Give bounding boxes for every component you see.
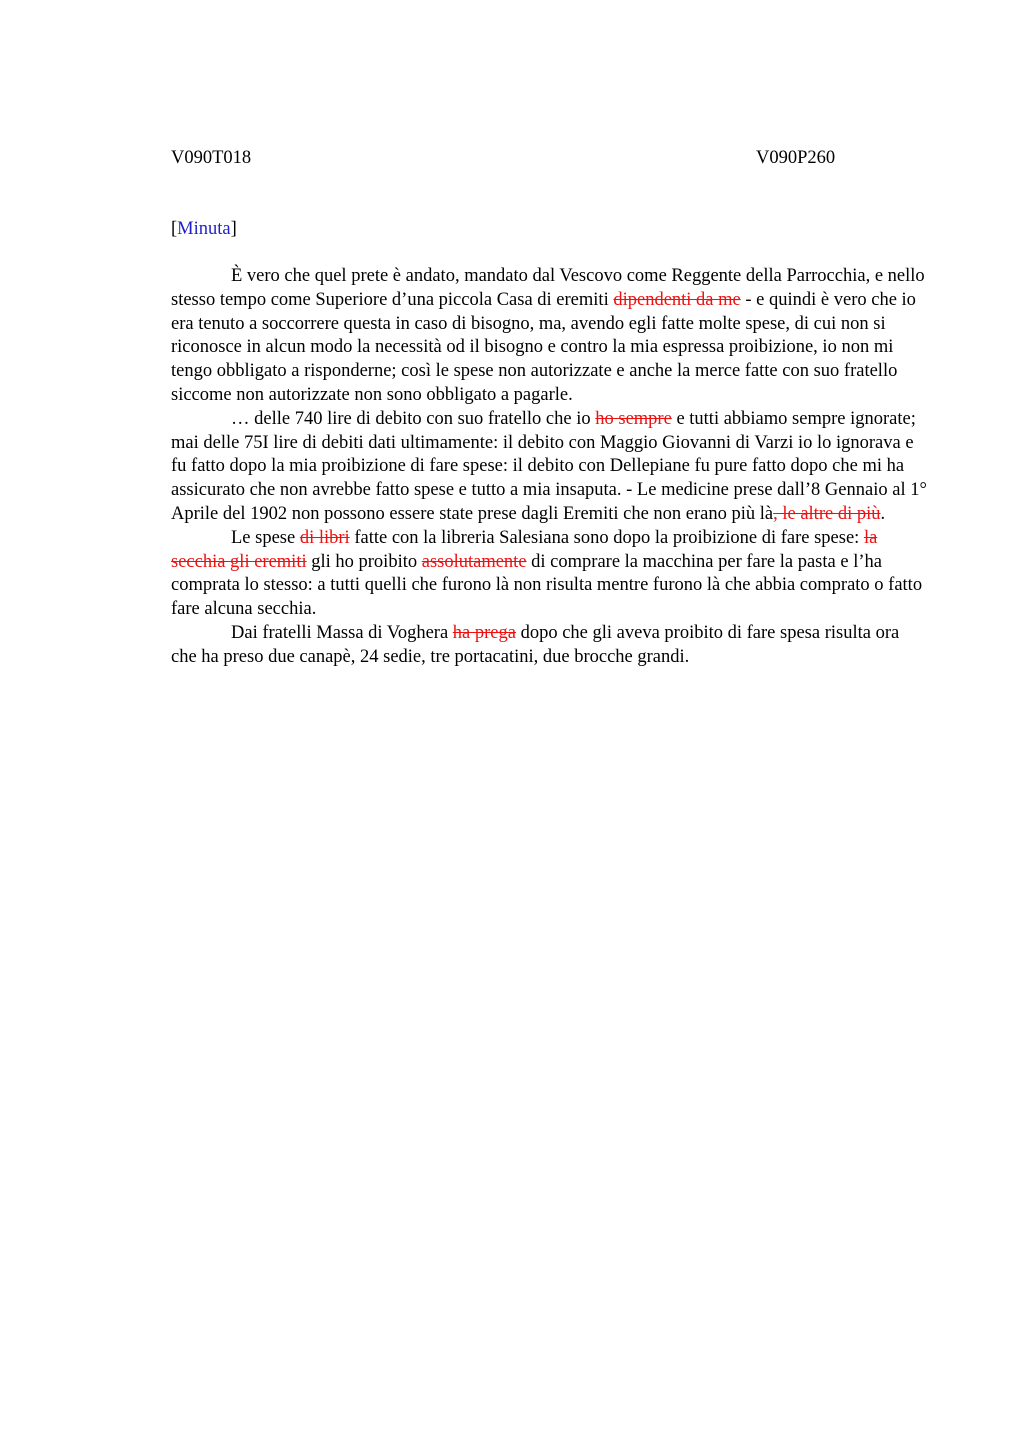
deleted-text-segment: , le altre di più bbox=[773, 503, 881, 524]
text-segment: È vero che quel prete è andato, mandato dal Vescovo come Reggente della Parrocchia, e nello stesso tempo come Superiore d’una piccola Casa di eremiti bbox=[171, 266, 925, 310]
text-segment: fatte con la libreria Salesiana sono dopo la proibizione di fare spese: bbox=[349, 527, 864, 548]
deleted-text-segment: dipendenti da me bbox=[613, 289, 741, 310]
text-segment: e tutti abbiamo sempre ignorate; mai delle 75I lire di debiti dati ultimamente: il debito con Maggio Giovanni di Varzi io lo ignorava e fu fatto dopo la mia proibizione di fare spese: il debito con Dellepiane fu pure fatto dopo che mi ha assicurato che non avrebbe fatto spese e tutto a mia insaputa. - Le medicine prese dall’8 Gennaio al 1° Aprile del 1902 non possono essere state prese dagli Eremiti che non erano più là bbox=[171, 408, 927, 524]
paragraph bbox=[171, 622, 927, 670]
label-close-bracket: ] bbox=[230, 219, 237, 239]
text-segment: … delle 740 lire di debito con suo fratello che io bbox=[231, 408, 596, 429]
deleted-text-segment: ho sempre bbox=[595, 408, 672, 429]
text-segment: Le spese bbox=[231, 527, 300, 548]
text-segment: - e quindi è vero che io era tenuto a soccorrere questa in caso di bisogno, ma, avendo egli fatte molte spese, di cui non si riconosce in alcun modo la necessità od il bisogno e contro la mia espressa proibizione, io non mi tengo obbligato a risponderne; così le spese non autorizzate e anche la merce fatte con suo fratello siccome non autorizzate non sono obbligato a pagarle. bbox=[171, 289, 916, 405]
text-segment: Dai fratelli Massa di Voghera bbox=[231, 622, 453, 643]
text-segment: . bbox=[880, 503, 886, 524]
document-type-label bbox=[171, 218, 237, 240]
deleted-text-segment: di libri bbox=[299, 527, 350, 548]
paragraph bbox=[171, 408, 927, 527]
document-code-right: V090P260 bbox=[756, 148, 836, 168]
text-segment: gli ho proibito bbox=[306, 551, 422, 572]
label-word: Minuta bbox=[177, 219, 231, 239]
deleted-text-segment: assolutamente bbox=[421, 551, 527, 572]
text-segment: di comprare la macchina per fare la pasta e l’ha comprata lo stesso: a tutti quelli che furono là non risulta mentre furono là che abbia comprato o fatto fare alcuna secchia. bbox=[171, 551, 923, 620]
deleted-text-segment: ha prega bbox=[452, 622, 516, 643]
document-code-left: V090T018 bbox=[171, 148, 252, 168]
label-open-bracket: [ bbox=[171, 219, 178, 239]
deleted-text-segment: la secchia gli eremiti bbox=[171, 527, 878, 572]
paragraph bbox=[171, 265, 927, 408]
paragraph bbox=[171, 527, 927, 622]
document-body bbox=[171, 265, 927, 670]
text-segment: dopo che gli aveva proibito di fare spesa risulta ora che ha preso due canapè, 24 sedie, tre portacatini, due brocche grandi. bbox=[171, 622, 900, 667]
